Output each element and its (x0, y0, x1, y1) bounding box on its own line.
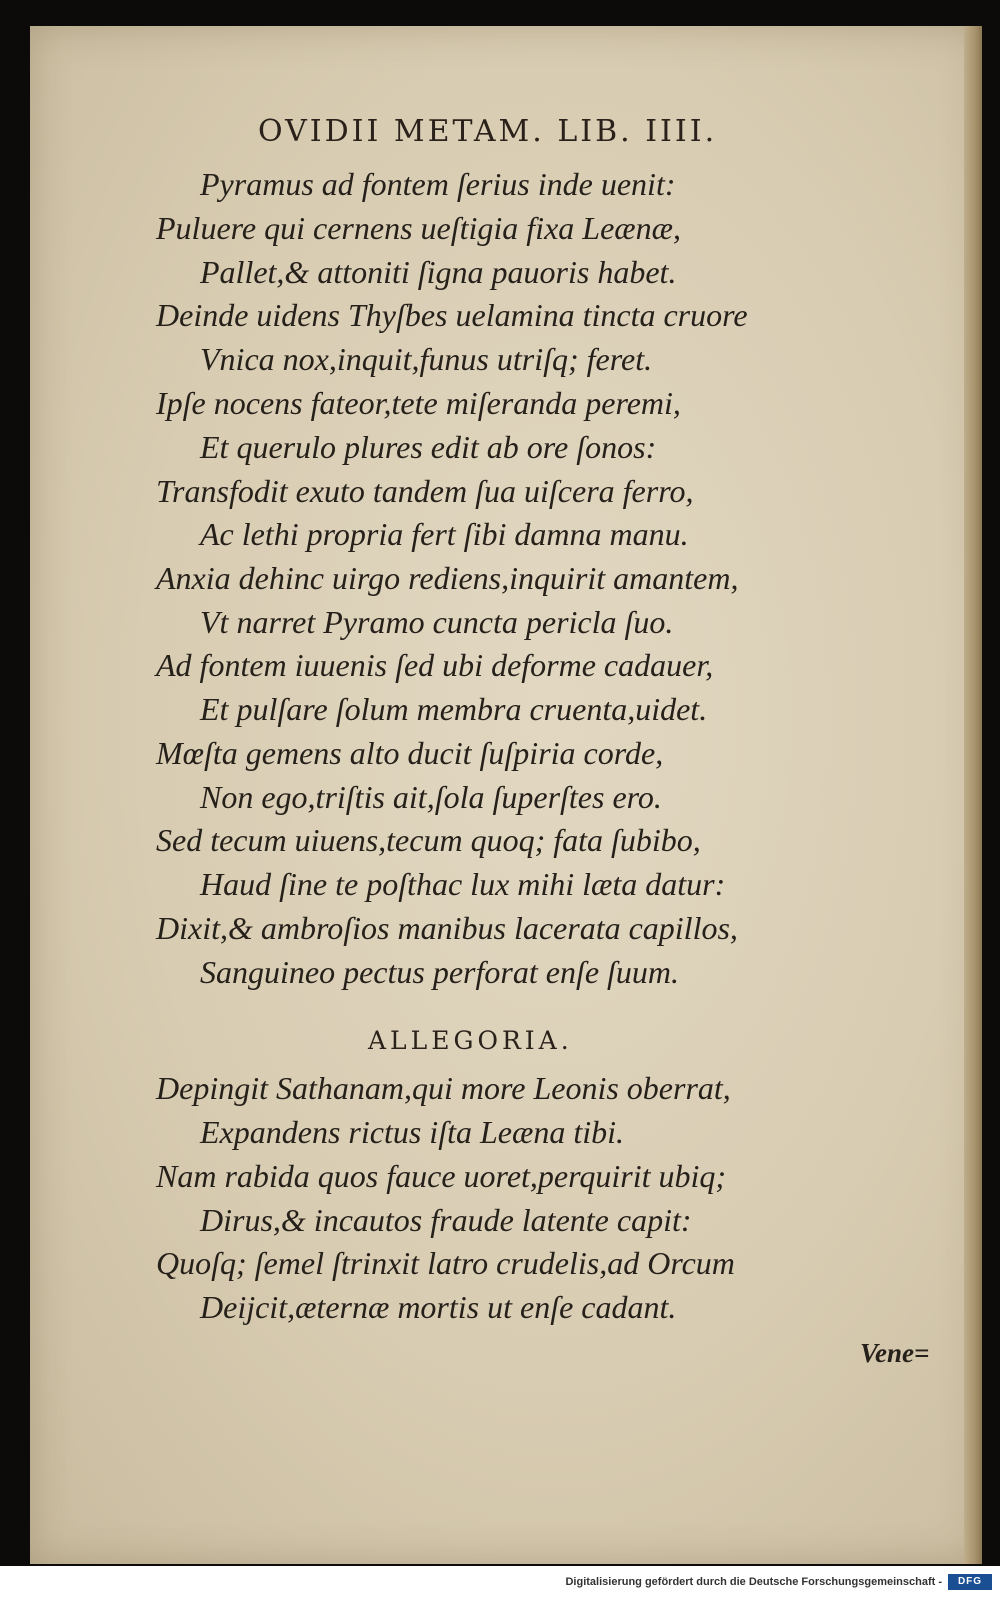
verse-line: Deinde uidens Thyſbes uelamina tincta cruore (156, 297, 748, 333)
verse-line: Et pulſare ſolum membra cruenta,uidet. (200, 691, 708, 727)
verse-line: Puluere qui cernens ueſtigia fixa Leænæ, (156, 210, 681, 246)
funding-credit: Digitalisierung gefördert durch die Deutsche Forschungsgemeinschaft - (565, 1576, 942, 1588)
verse-line: Ipſe nocens fateor,tete miſeranda peremi, (156, 385, 681, 421)
verse-line: Vnica nox,inquit,funus utriſq; feret. (200, 341, 653, 377)
verse-line: Depingit Sathanam,qui more Leonis oberrat, (156, 1070, 731, 1106)
verse-line: Transfodit exuto tandem ſua uiſcera ferro, (156, 473, 694, 509)
page-edge (964, 26, 982, 1564)
verse-line: Deijcit,æternæ mortis ut enſe cadant. (200, 1289, 677, 1325)
verse-line: Expandens rictus iſta Leæna tibi. (200, 1114, 624, 1150)
verse-line: Dirus,& incautos fraude latente capit: (200, 1202, 692, 1238)
verse-line: Anxia dehinc uirgo rediens,inquirit amantem, (156, 560, 739, 596)
verse-line: Haud ſine te poſthac lux mihi læta datur: (200, 866, 726, 902)
allegoria-heading: ALLEGORIA. (368, 1026, 573, 1055)
verse-line: Non ego,triſtis ait,ſola ſuperſtes ero. (200, 779, 662, 815)
verse-line: Pallet,& attoniti ſigna pauoris habet. (200, 254, 677, 290)
page-title: OVIDII METAM. LIB. IIII. (258, 114, 718, 149)
verse-line: Pyramus ad fontem ſerius inde uenit: (200, 166, 676, 202)
verse-line: Nam rabida quos fauce uoret,perquirit ubiq; (156, 1158, 727, 1194)
verse-line: Et querulo plures edit ab ore ſonos: (200, 429, 657, 465)
verse-line: Mœſta gemens alto ducit ſuſpiria corde, (156, 735, 664, 771)
verse-line: Ad fontem iuuenis ſed ubi deforme cadauer, (156, 647, 714, 683)
verse-line: Sed tecum uiuens,tecum quoq; fata ſubibo, (156, 822, 701, 858)
verse-line: Dixit,& ambroſios manibus lacerata capillos, (156, 910, 738, 946)
verse-line: Vt narret Pyramo cuncta pericla ſuo. (200, 604, 674, 640)
book-page (30, 26, 982, 1564)
verse-line: Quoſq; ſemel ſtrinxit latro crudelis,ad Orcum (156, 1245, 735, 1281)
catchword: Vene= (860, 1338, 930, 1368)
verse-line: Sanguineo pectus perforat enſe ſuum. (200, 954, 680, 990)
dfg-logo: DFG (948, 1574, 992, 1590)
digitization-footer (0, 1566, 1000, 1598)
verse-line: Ac lethi propria fert ſibi damna manu. (200, 516, 689, 552)
